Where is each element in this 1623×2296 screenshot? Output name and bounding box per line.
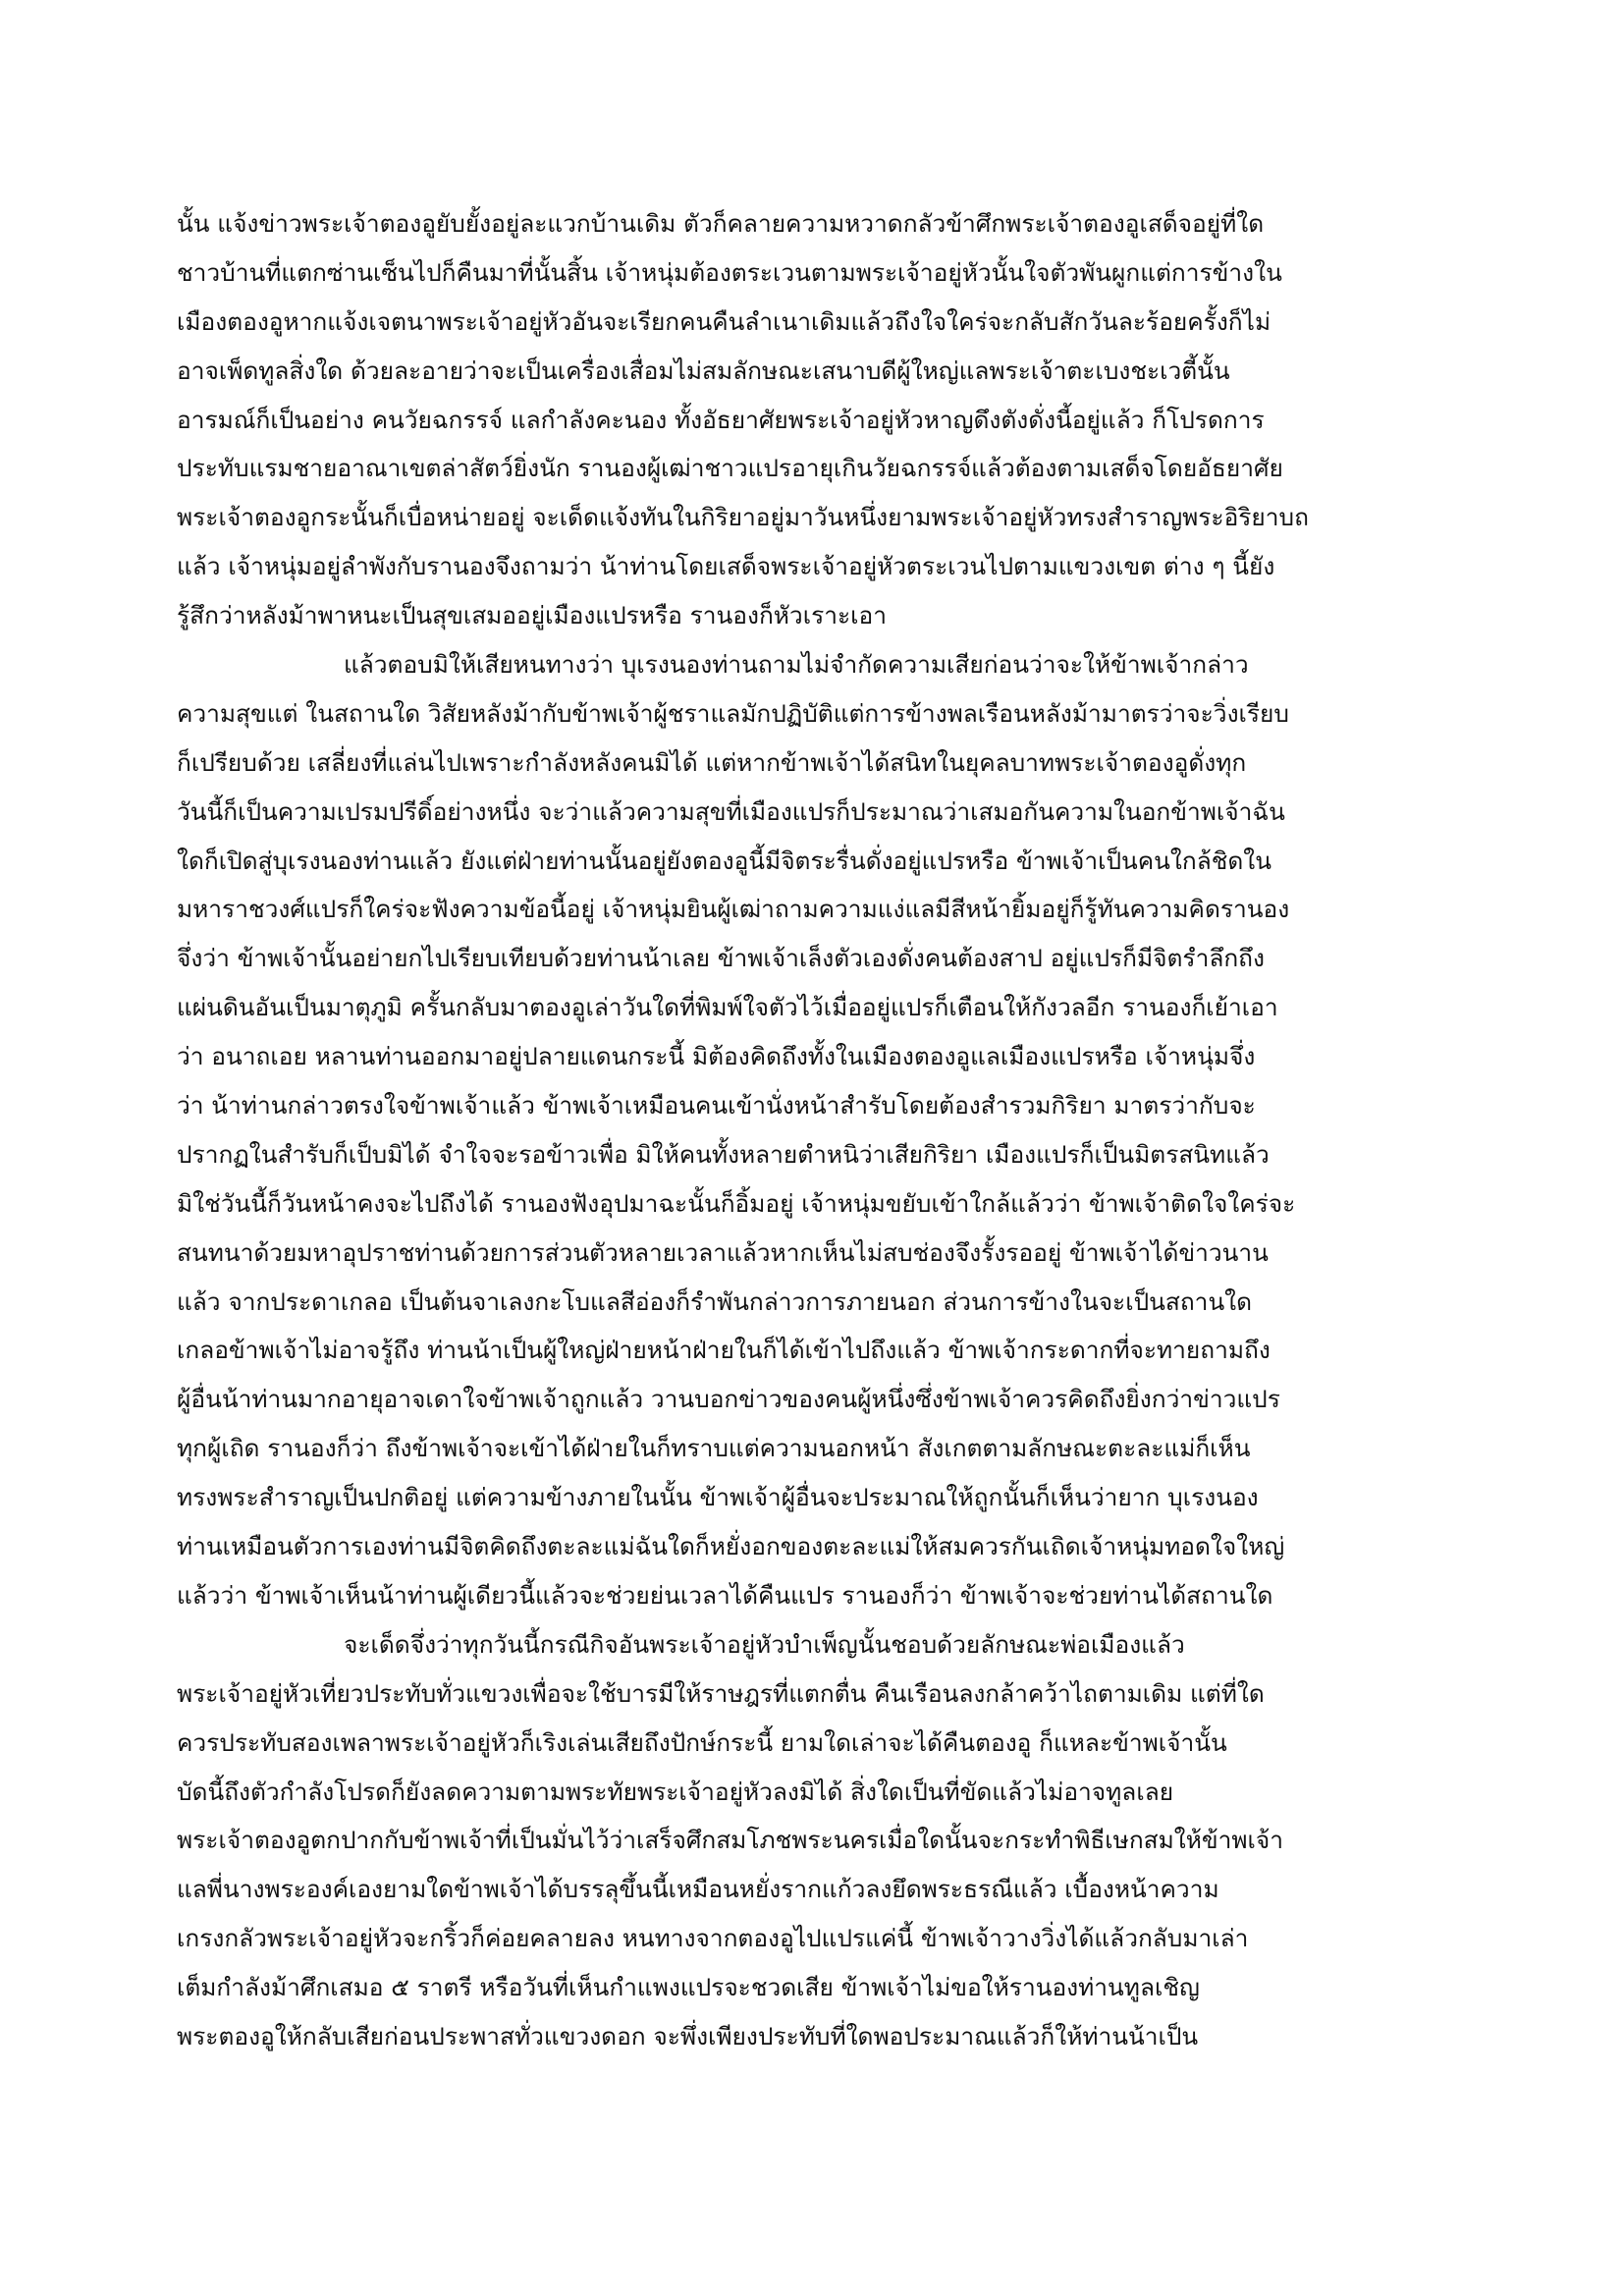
text-line: บัดนี้ถึงตัวกำลังโปรดก็ยังลดความตามพระทัยพระเจ้าอยู่หัวลงมิได้ สิ่งใดเป็นที่ขัดแล้วไม่อาจทูลเลย xyxy=(177,1777,1174,1806)
text-line: เกรงกลัวพระเจ้าอยู่หัวจะกริ้วก็ค่อยคลายลง หนทางจากตองอูไปแปรแค่นี้ ข้าพเจ้าวางวิ่งได้แล้วกลับมาเล่า xyxy=(177,1924,1249,1953)
text-line: วันนี้ก็เป็นความเปรมปรีดิ์อย่างหนึ่ง จะว่าแล้วความสุขที่เมืองแปรก็ประมาณว่าเสมอกันความในอกข้าพเจ้าฉัน xyxy=(177,796,1285,826)
text-line: แล้ว จากประดาเกลอ เป็นต้นจาเลงกะโบแลสีอ่องก็รำพันกล่าวการภายนอก ส่วนการข้างในจะเป็นสถานใด xyxy=(177,1286,1253,1316)
text-line: พระเจ้าอยู่หัวเที่ยวประทับทั่วแขวงเพื่อจะใช้บารมีให้ราษฎรที่แตกตื่น คืนเรือนลงกล้าคว้าไถตามเดิม แต่ที่ใด xyxy=(177,1678,1265,1708)
text-line: มหาราชวงศ์แปรก็ใคร่จะฟังความข้อนี้อยู่ เจ้าหนุ่มยินผู้เฒ่าถามความแง่แลมีสีหน้ายิ้มอยู่ก็รู้ทันความคิดรานอง xyxy=(177,895,1290,924)
text-line: นั้น แจ้งข่าวพระเจ้าตองอูยับยั้งอยู่ละแวกบ้านเดิม ตัวก็คลายความหวาดกลัวข้าศึกพระเจ้าตองอูเสด็จอยู่ที่ใด xyxy=(177,209,1265,238)
text-line: ทรงพระสำราญเป็นปกติอยู่ แต่ความข้างภายในนั้น ข้าพเจ้าผู้อื่นจะประมาณให้ถูกนั้นก็เห็นว่ายาก บุเรงนอง xyxy=(177,1483,1259,1512)
text-line: พระเจ้าตองอูกระนั้นก็เบื่อหน่ายอยู่ จะเด็ดแจ้งทันในกิริยาอยู่มาวันหนึ่งยามพระเจ้าอยู่หัวทรงสำราญพระอิริยาบถ xyxy=(177,503,1309,532)
text-line: อารมณ์ก็เป็นอย่าง คนวัยฉกรรจ์ แลกำลังคะนอง ทั้งอัธยาศัยพระเจ้าอยู่หัวหาญดึงตังดั่งนี้อยู่แล้ว ก็โปรดการ xyxy=(177,405,1265,434)
text-line: พระตองอูให้กลับเสียก่อนประพาสทั่วแขวงดอก จะพึ่งเพียงประทับที่ใดพอประมาณแล้วก็ให้ท่านน้าเป็น xyxy=(177,2021,1199,2050)
text-line: จึ่งว่า ข้าพเจ้านั้นอย่ายกไปเรียบเทียบด้วยท่านน้าเลย ข้าพเจ้าเล็งตัวเองดั่งคนต้องสาป อยู่แปรก็มีจิตรำลึกถึง xyxy=(177,944,1265,973)
text-line: พระเจ้าตองอูตกปากกับข้าพเจ้าที่เป็นมั่นไว้ว่าเสร็จศึกสมโภชพระนครเมื่อใดนั้นจะกระทำพิธีเษกสมให้ข้าพเจ้า xyxy=(177,1826,1284,1855)
text-line: แผ่นดินอันเป็นมาตุภูมิ ครั้นกลับมาตองอูเล่าวันใดที่พิมพ์ใจตัวไว้เมื่ออยู่แปรก็เตือนให้กังวลอีก รานองก็เย้าเอา xyxy=(177,993,1278,1022)
text-line: เมืองตองอูหากแจ้งเจตนาพระเจ้าอยู่หัวอันจะเรียกคนคืนลำเนาเดิมแล้วถึงใจใคร่จะกลับสักวันละร้อยครั้งก็ไม่ xyxy=(177,306,1271,336)
text-line: แล้วว่า ข้าพเจ้าเห็นน้าท่านผู้เดียวนี้แล้วจะช่วยย่นเวลาได้คืนแปร รานองก็ว่า ข้าพเจ้าจะช่วยท่านได้สถานใด xyxy=(177,1580,1273,1610)
text-line: ก็เปรียบด้วย เสลี่ยงที่แล่นไปเพราะกำลังหลังคนมิได้ แต่หากข้าพเจ้าได้สนิทในยุคลบาทพระเจ้าตองอูดั่งทุก xyxy=(177,747,1247,777)
text-line: ทุกผู้เถิด รานองก็ว่า ถึงข้าพเจ้าจะเข้าได้ฝ่ายในก็ทราบแต่ความนอกหน้า สังเกตตามลักษณะตะละแม่ก็เห็น xyxy=(177,1434,1251,1463)
text-line: เต็มกำลังม้าศึกเสมอ ๕ ราตรี หรือวันที่เห็นกำแพงแปรจะชวดเสีย ข้าพเจ้าไม่ขอให้รานองท่านทูลเชิญ xyxy=(177,1973,1200,2002)
text-line: ปรากฏในสำรับก็เป็บมิได้ จำใจจะรอข้าวเพื่อ มิให้คนทั้งหลายตำหนิว่าเสียกิริยา เมืองแปรก็เป็นมิตรสนิทแล้ว xyxy=(177,1139,1270,1169)
text-line: ความสุขแต่ ในสถานใด วิสัยหลังม้ากับข้าพเจ้าผู้ชราแลมักปฏิบัติแต่การข้างพลเรือนหลังม้ามาตรว่าจะวิ่งเรียบ xyxy=(177,698,1289,728)
text-line: เกลอข้าพเจ้าไม่อาจรู้ถึง ท่านน้าเป็นผู้ใหญ่ฝ่ายหน้าฝ่ายในก็ได้เข้าไปถึงแล้ว ข้าพเจ้ากระดากที่จะทายถามถึง xyxy=(177,1336,1271,1365)
text-line: แลพี่นางพระองค์เองยามใดข้าพเจ้าได้บรรลุขึ้นนี้เหมือนหยั่งรากแก้วลงยึดพระธรณีแล้ว เบื้องหน้าความ xyxy=(177,1875,1219,1904)
text-line: รู้สึกว่าหลังม้าพาหนะเป็นสุขเสมออยู่เมืองแปรหรือ รานองก็หัวเราะเอา xyxy=(177,601,887,630)
text-line: แล้ว เจ้าหนุ่มอยู่ลำพังกับรานองจึงถามว่า น้าท่านโดยเสด็จพระเจ้าอยู่หัวตระเวนไปตามแขวงเขต ต่าง ๆ นี้ยัง xyxy=(177,552,1275,581)
text-line: ควรประทับสองเพลาพระเจ้าอยู่หัวก็เริงเล่นเสียถึงปักษ์กระนี้ ยามใดเล่าจะได้คืนตองอู ก็แหละข้าพเจ้านั้น xyxy=(177,1727,1227,1757)
paragraph-start-line: แล้วตอบมิให้เสียหนทางว่า บุเรงนองท่านถามไม่จำกัดความเสียก่อนว่าจะให้ข้าพเจ้ากล่าว xyxy=(344,650,1249,680)
text-line: ว่า อนาถเอย หลานท่านออกมาอยู่ปลายแดนกระนี้ มิต้องคิดถึงทั้งในเมืองตองอูแลเมืองแปรหรือ เจ้าหนุ่มจึ่ง xyxy=(177,1042,1256,1071)
text-line: ประทับแรมชายอาณาเขตล่าสัตว์ยิ่งนัก รานองผู้เฒ่าชาวแปรอายุเกินวัยฉกรรจ์แล้วต้องตามเสด็จโดยอัธยาศัย xyxy=(177,454,1283,483)
text-line: ชาวบ้านที่แตกซ่านเซ็นไปก็คืนมาที่นั้นสิ้น เจ้าหนุ่มต้องตระเวนตามพระเจ้าอยู่หัวนั้นใจตัวพันผูกแต่การข้างใน xyxy=(177,257,1282,287)
body-text xyxy=(177,199,1453,2061)
text-line: ท่านเหมือนตัวการเองท่านมีจิตคิดถึงตะละแม่ฉันใดก็หยั่งอกของตะละแม่ให้สมควรกันเถิดเจ้าหนุ่มทอดใจใหญ่ xyxy=(177,1532,1285,1561)
paragraph-start-line: จะเด็ดจึ่งว่าทุกวันนี้กรณีกิจอันพระเจ้าอยู่หัวบำเพ็ญนั้นชอบด้วยลักษณะพ่อเมืองแล้ว xyxy=(344,1629,1185,1659)
text-line: ใดก็เปิดสู่บุเรงนองท่านแล้ว ยังแต่ฝ่ายท่านนั้นอยู่ยังตองอูนี้มีจิตระรื่นดั่งอยู่แปรหรือ ข้าพเจ้าเป็นคนใกล้ชิดใน xyxy=(177,846,1271,875)
text-line: สนทนาด้วยมหาอุปราชท่านด้วยการส่วนตัวหลายเวลาแล้วหากเห็นไม่สบช่องจึงรั้งรออยู่ ข้าพเจ้าได้ข่าวนาน xyxy=(177,1237,1269,1267)
text-line: ว่า น้าท่านกล่าวตรงใจข้าพเจ้าแล้ว ข้าพเจ้าเหมือนคนเข้านั่งหน้าสำรับโดยต้องสำรวมกิริยา มาตรว่ากับจะ xyxy=(177,1091,1256,1121)
text-line: อาจเพ็ดทูลสิ่งใด ด้วยละอายว่าจะเป็นเครื่องเสื่อมไม่สมลักษณะเสนาบดีผู้ใหญ่แลพระเจ้าตะเบงชะเวตี้นั้น xyxy=(177,355,1230,385)
text-line: มิใช่วันนี้ก็วันหน้าคงจะไปถึงได้ รานองฟังอุปมาฉะนั้นก็อิ้มอยู่ เจ้าหนุ่มขยับเข้าใกล้แล้วว่า ข้าพเจ้าติดใจใคร่จะ xyxy=(177,1188,1296,1218)
text-line: ผู้อื่นน้าท่านมากอายุอาจเดาใจข้าพเจ้าถูกแล้ว วานบอกข่าวของคนผู้หนึ่งซึ่งข้าพเจ้าควรคิดถึงยิ่งกว่าข่าวแปร xyxy=(177,1385,1280,1414)
